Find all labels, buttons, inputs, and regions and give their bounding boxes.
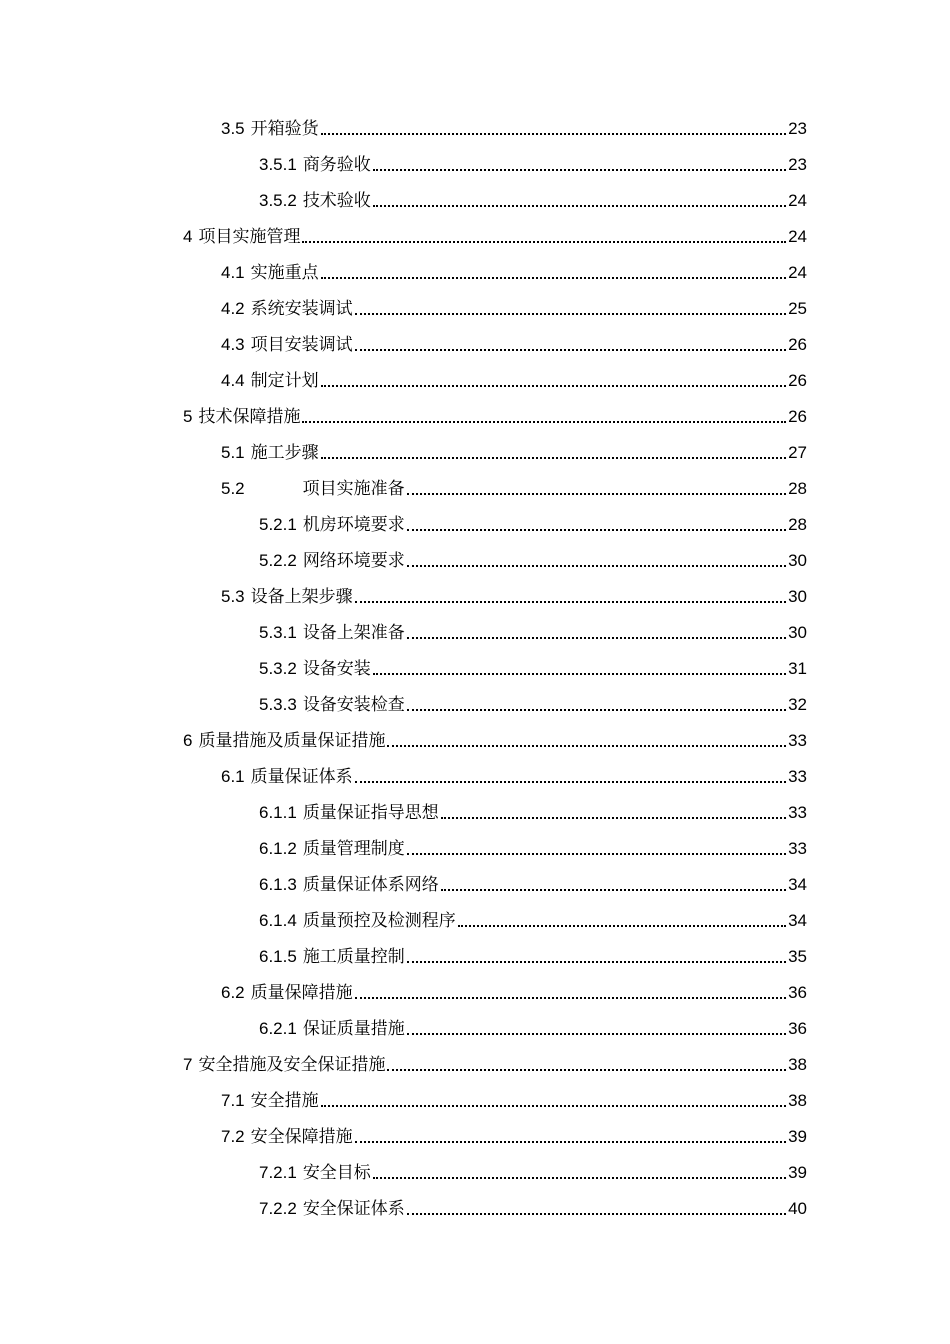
toc-dot-leader: [458, 925, 786, 927]
toc-entry[interactable]: [0, 902, 807, 938]
toc-entry[interactable]: [0, 1010, 807, 1046]
toc-entry-page-number: 34: [788, 874, 807, 894]
toc-entry-title: 设备上架准备: [302, 622, 405, 642]
toc-entry-title: 质量保证体系: [250, 766, 353, 786]
toc-dot-leader: [373, 169, 786, 171]
toc-entry-number: 5.2.1: [259, 514, 297, 534]
toc-entry-page-number: 26: [788, 334, 807, 354]
toc-entry-title: 制定计划: [250, 370, 319, 390]
toc-entry-page-number: 38: [788, 1054, 807, 1074]
toc-entry-page-number: 39: [788, 1162, 807, 1182]
toc-dot-leader: [321, 1105, 786, 1107]
toc-entry-page-number: 23: [788, 154, 807, 174]
toc-entry-number: 6.2.1: [259, 1018, 297, 1038]
toc-entry-page-number: 27: [788, 442, 807, 462]
toc-entry-title: 机房环境要求: [302, 514, 405, 534]
toc-entry-page-number: 34: [788, 910, 807, 930]
toc-entry-title: 质量预控及检测程序: [302, 910, 456, 930]
toc-entry[interactable]: [0, 650, 807, 686]
toc-dot-leader: [407, 1033, 786, 1035]
toc-entry-number: 6.1.4: [259, 910, 297, 930]
toc-entry[interactable]: [0, 578, 807, 614]
toc-entry[interactable]: [0, 722, 807, 758]
toc-dot-leader: [321, 133, 786, 135]
toc-entry-page-number: 33: [788, 730, 807, 750]
toc-entry[interactable]: [0, 938, 807, 974]
toc-entry-number: 4.3: [221, 334, 245, 354]
toc-entry-page-number: 24: [788, 262, 807, 282]
toc-entry[interactable]: [0, 506, 807, 542]
toc-entry-page-number: 23: [788, 118, 807, 138]
toc-dot-leader: [355, 313, 786, 315]
toc-dot-leader: [441, 817, 786, 819]
toc-entry-title: 系统安装调试: [250, 298, 353, 318]
toc-dot-leader: [373, 1177, 786, 1179]
toc-entry-number: 6.1.3: [259, 874, 297, 894]
toc-dot-leader: [387, 1069, 786, 1071]
toc-entry-number: 5.2.2: [259, 550, 297, 570]
toc-entry-page-number: 32: [788, 694, 807, 714]
toc-entry-number: 6.2: [221, 982, 245, 1002]
toc-entry-number: 5.3.2: [259, 658, 297, 678]
toc-entry-number: 6: [183, 730, 193, 750]
toc-entry-title: 安全措施: [250, 1090, 319, 1110]
toc-entry-title: 质量保障措施: [250, 982, 353, 1002]
toc-dot-leader: [407, 565, 786, 567]
toc-entry-title: 安全措施及安全保证措施: [198, 1054, 386, 1074]
toc-entry-number: 5.2: [221, 478, 245, 498]
toc-entry[interactable]: [0, 110, 807, 146]
toc-dot-leader: [355, 349, 786, 351]
toc-entry[interactable]: [0, 218, 807, 254]
toc-entry[interactable]: [0, 758, 807, 794]
toc-entry-title: 质量保证指导思想: [302, 802, 439, 822]
toc-entry-number: 6.1: [221, 766, 245, 786]
toc-entry-page-number: 30: [788, 622, 807, 642]
toc-entry[interactable]: [0, 398, 807, 434]
toc-entry-page-number: 35: [788, 946, 807, 966]
toc-dot-leader: [302, 241, 786, 243]
toc-entry-title: 质量保证体系网络: [302, 874, 439, 894]
toc-entry-page-number: 36: [788, 1018, 807, 1038]
toc-entry-page-number: 30: [788, 586, 807, 606]
toc-entry-title: 安全目标: [302, 1162, 371, 1182]
toc-dot-leader: [321, 385, 786, 387]
toc-dot-leader: [355, 601, 786, 603]
toc-entry-title: 开箱验货: [250, 118, 319, 138]
toc-entry-page-number: 26: [788, 370, 807, 390]
toc-entry-number: 7.2: [221, 1126, 245, 1146]
toc-entry-title: 技术保障措施: [198, 406, 301, 426]
toc-entry-number: 4.1: [221, 262, 245, 282]
toc-dot-leader: [373, 205, 786, 207]
toc-entry-number: 7: [183, 1054, 193, 1074]
toc-entry[interactable]: [0, 794, 807, 830]
toc-entry-number: 5: [183, 406, 193, 426]
toc-entry-number: 7.1: [221, 1090, 245, 1110]
toc-entry-page-number: 38: [788, 1090, 807, 1110]
toc-entry-title: 质量管理制度: [302, 838, 405, 858]
toc-entry-title: 项目安装调试: [250, 334, 353, 354]
toc-dot-leader: [321, 457, 786, 459]
toc-entry[interactable]: [0, 254, 807, 290]
toc-entry-number: 3.5.2: [259, 190, 297, 210]
toc-entry-title: 安全保证体系: [302, 1198, 405, 1218]
toc-entry[interactable]: [0, 434, 807, 470]
toc-dot-leader: [355, 781, 786, 783]
toc-entry-page-number: 39: [788, 1126, 807, 1146]
toc-entry[interactable]: [0, 1082, 807, 1118]
toc-entry-number: 5.3: [221, 586, 245, 606]
toc-entry-title: 网络环境要求: [302, 550, 405, 570]
toc-dot-leader: [407, 637, 786, 639]
toc-entry-title: 项目实施准备: [302, 478, 405, 498]
toc-entry-number: 5.3.1: [259, 622, 297, 642]
toc-dot-leader: [441, 889, 786, 891]
toc-entry-page-number: 25: [788, 298, 807, 318]
toc-entry-page-number: 30: [788, 550, 807, 570]
toc-entry-number: 4: [183, 226, 193, 246]
toc-entry-number: 3.5: [221, 118, 245, 138]
toc-dot-leader: [321, 277, 786, 279]
toc-entry-title: 质量措施及质量保证措施: [198, 730, 386, 750]
toc-entry-page-number: 26: [788, 406, 807, 426]
toc-entry[interactable]: [0, 146, 807, 182]
toc-entry-title: 技术验收: [302, 190, 371, 210]
toc-entry-title: 安全保障措施: [250, 1126, 353, 1146]
toc-entry[interactable]: [0, 866, 807, 902]
toc-dot-leader: [407, 853, 786, 855]
toc-entry-number: 4.4: [221, 370, 245, 390]
toc-entry-number: 6.1.1: [259, 802, 297, 822]
table-of-contents: [0, 110, 950, 1226]
toc-entry-page-number: 33: [788, 766, 807, 786]
toc-entry-number: 6.1.2: [259, 838, 297, 858]
toc-entry[interactable]: [0, 1154, 807, 1190]
toc-entry-title: 设备安装: [302, 658, 371, 678]
toc-entry-number: 7.2.2: [259, 1198, 297, 1218]
toc-entry-number: 3.5.1: [259, 154, 297, 174]
toc-entry-page-number: 31: [788, 658, 807, 678]
toc-entry-number: 7.2.1: [259, 1162, 297, 1182]
toc-entry[interactable]: [0, 542, 807, 578]
toc-entry[interactable]: [0, 362, 807, 398]
toc-entry[interactable]: [0, 326, 807, 362]
toc-dot-leader: [407, 1213, 786, 1215]
toc-dot-leader: [407, 493, 786, 495]
toc-entry-page-number: 24: [788, 190, 807, 210]
toc-entry[interactable]: [0, 1118, 807, 1154]
toc-entry-number: 4.2: [221, 298, 245, 318]
toc-entry-page-number: 33: [788, 802, 807, 822]
toc-dot-leader: [373, 673, 786, 675]
toc-dot-leader: [407, 529, 786, 531]
toc-entry-number: 5.3.3: [259, 694, 297, 714]
toc-entry-number: 6.1.5: [259, 946, 297, 966]
toc-entry-title: 实施重点: [250, 262, 319, 282]
toc-entry-title: 施工步骤: [250, 442, 319, 462]
toc-entry[interactable]: [0, 182, 807, 218]
toc-entry[interactable]: [0, 290, 807, 326]
toc-entry[interactable]: [0, 974, 807, 1010]
toc-entry[interactable]: [0, 1046, 807, 1082]
toc-entry[interactable]: [0, 686, 807, 722]
toc-entry[interactable]: [0, 470, 807, 506]
toc-dot-leader: [387, 745, 786, 747]
toc-dot-leader: [302, 421, 786, 423]
toc-dot-leader: [407, 961, 786, 963]
toc-entry-page-number: 33: [788, 838, 807, 858]
toc-entry[interactable]: [0, 830, 807, 866]
toc-dot-leader: [355, 1141, 786, 1143]
toc-dot-leader: [355, 997, 786, 999]
toc-entry-title: 保证质量措施: [302, 1018, 405, 1038]
toc-entry-page-number: 40: [788, 1198, 807, 1218]
toc-entry-title: 设备安装检查: [302, 694, 405, 714]
toc-entry-number: 5.1: [221, 442, 245, 462]
toc-entry-page-number: 24: [788, 226, 807, 246]
toc-entry[interactable]: [0, 614, 807, 650]
toc-dot-leader: [407, 709, 786, 711]
toc-entry-page-number: 36: [788, 982, 807, 1002]
toc-entry-page-number: 28: [788, 478, 807, 498]
toc-entry[interactable]: [0, 1190, 807, 1226]
toc-entry-title: 商务验收: [302, 154, 371, 174]
toc-entry-page-number: 28: [788, 514, 807, 534]
toc-entry-title: 施工质量控制: [302, 946, 405, 966]
toc-entry-title: 项目实施管理: [198, 226, 301, 246]
toc-entry-title: 设备上架步骤: [250, 586, 353, 606]
